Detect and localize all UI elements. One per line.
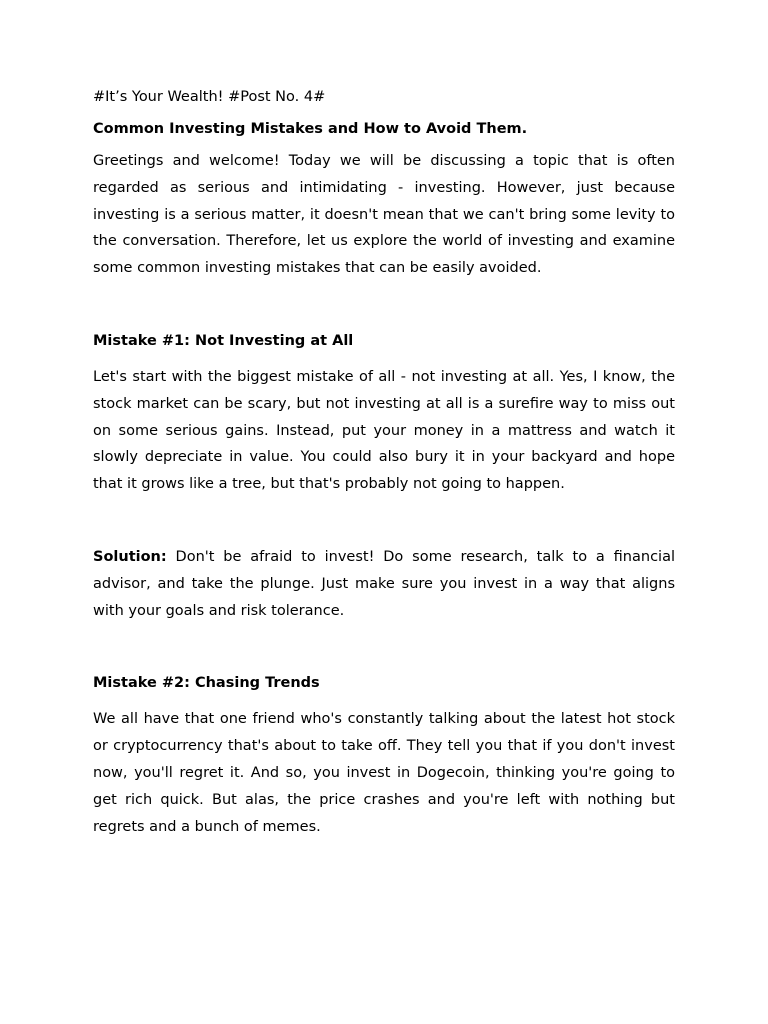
mistake-1-body: Let's start with the biggest mistake of all - not investing at all. Yes, I know, the stock market can be scary, but not investing at all is a surefire way to miss out on some serious gains. Instead, put your money in a mattress and watch it slowly depreciate in value. You could also bury it in your backyard and hope that it grows like a tree, but that's probably not going to happen. — [93, 368, 675, 493]
intro-paragraph: Greetings and welcome! Today we will be discussing a topic that is often regarded as serious and intimidating - investing. However, just because investing is a serious matter, it doesn't mean that we can't bring some levity to the conversation. Therefore, let us explore the world of investing and examine some common investing mistakes that can be easily avoided. — [93, 153, 675, 277]
solution-label: Solution: — [93, 548, 167, 565]
post-tagline: #It’s Your Wealth! #Post No. 4# — [93, 89, 326, 105]
mistake-2-heading: Mistake #2: Chasing Trends — [93, 675, 320, 692]
mistake-1-solution — [93, 544, 675, 624]
mistake-1-heading: Mistake #1: Not Investing at All — [93, 332, 354, 349]
solution-text: Don't be afraid to invest! Do some research, talk to a financial advisor, and take the plunge. Just make sure you invest in a way that aligns with your goals and risk tolerance. — [93, 548, 675, 619]
document-page — [93, 84, 675, 840]
mistake-2-body: We all have that one friend who's constantly talking about the latest hot stock or cryptocurrency that's about to take off. They tell you that if you don't invest now, you'll regret it. And so, you invest in Dogecoin, thinking you're going to get rich quick. But alas, the price crashes and you're left with nothing but regrets and a bunch of memes. — [93, 711, 675, 835]
document-title: Common Investing Mistakes and How to Avoid Them. — [93, 121, 528, 137]
